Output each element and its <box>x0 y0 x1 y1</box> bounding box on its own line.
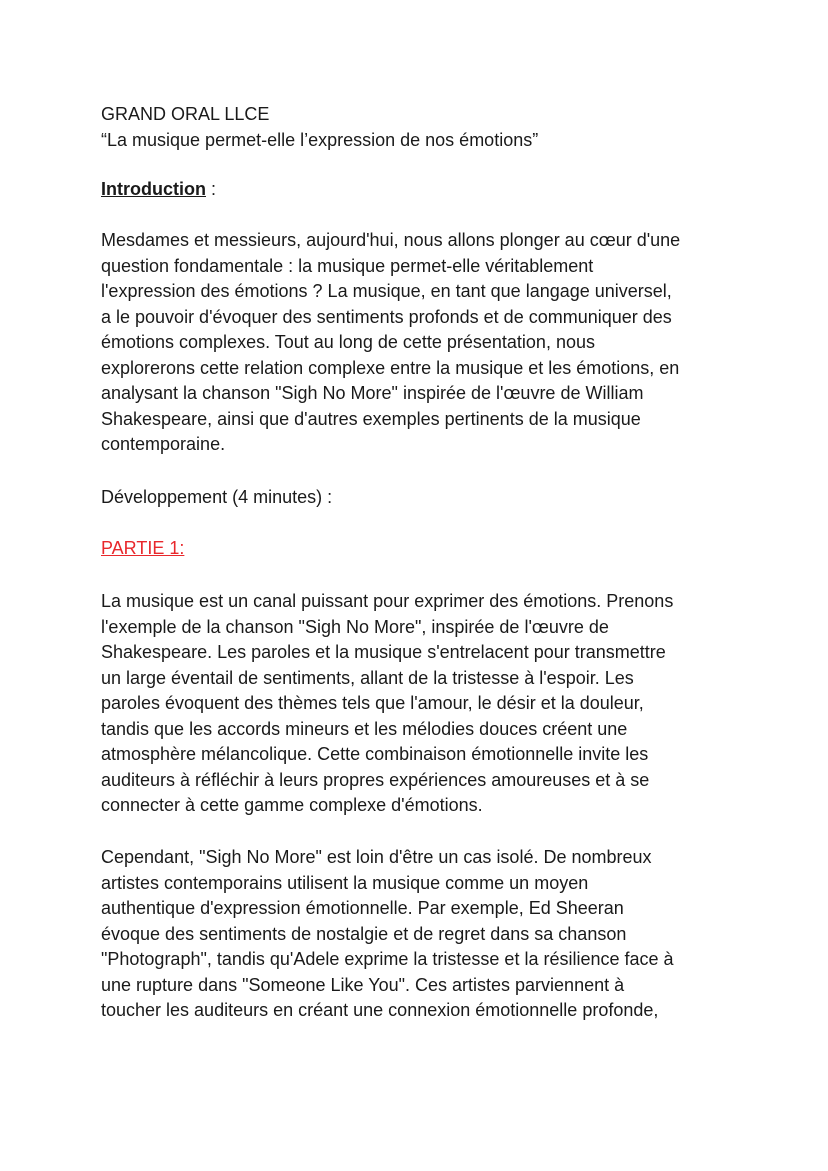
text-line: un large éventail de sentiments, allant de la tristesse à l'espoir. Les <box>101 667 634 688</box>
document-subtitle: “La musique permet-elle l’expression de nos émotions” <box>101 129 539 150</box>
text-line: auditeurs à réfléchir à leurs propres expériences amoureuses et à se <box>101 769 650 790</box>
development-heading: Développement (4 minutes) : <box>101 487 333 507</box>
text-line: Mesdames et messieurs, aujourd'hui, nous allons plonger au cœur d'une <box>101 230 681 250</box>
document-header <box>101 102 538 153</box>
text-line: l'expression des émotions ? La musique, en tant que langage universel, <box>101 281 672 301</box>
text-line: atmosphère mélancolique. Cette combinaison émotionnelle invite les <box>101 744 649 764</box>
text-line: émotions complexes. Tout au long de cette présentation, nous <box>101 332 595 352</box>
part1-heading: PARTIE 1: <box>101 538 185 558</box>
text-line: Shakespeare. Les paroles et la musique s'entrelacent pour transmettre <box>101 642 666 662</box>
introduction-heading-line <box>101 177 216 203</box>
introduction-heading: Introduction <box>101 179 206 199</box>
introduction-paragraph <box>101 228 680 458</box>
text-line: tandis que les accords mineurs et les mélodies douces créent une <box>101 718 628 739</box>
text-line: analysant la chanson "Sigh No More" inspirée de l'œuvre de William <box>101 383 644 403</box>
text-line: question fondamentale : la musique permet-elle véritablement <box>101 255 594 276</box>
text-line: évoque des sentiments de nostalgie et de regret dans sa chanson <box>101 923 627 944</box>
introduction-heading-colon: : <box>205 179 216 199</box>
document-title: GRAND ORAL LLCE <box>101 104 270 124</box>
text-line: La musique est un canal puissant pour exprimer des émotions. Prenons <box>101 591 674 611</box>
text-line: une rupture dans "Someone Like You". Ces artistes parviennent à <box>101 974 625 995</box>
text-line: paroles évoquent des thèmes tels que l'amour, le désir et la douleur, <box>101 693 644 713</box>
text-line: "Photograph", tandis qu'Adele exprime la tristesse et la résilience face à <box>101 949 674 969</box>
text-line: contemporaine. <box>101 434 226 454</box>
text-line: authentique d'expression émotionnelle. Par exemple, Ed Sheeran <box>101 898 624 918</box>
text-line: a le pouvoir d'évoquer des sentiments profonds et de communiquer des <box>101 306 672 327</box>
text-line: Shakespeare, ainsi que d'autres exemples pertinents de la musique <box>101 408 641 429</box>
part1-paragraph-1 <box>101 589 673 819</box>
text-line: Cependant, "Sigh No More" est loin d'être un cas isolé. De nombreux <box>101 847 652 867</box>
text-line: connecter à cette gamme complexe d'émotions. <box>101 795 483 815</box>
part1-paragraph-2 <box>101 845 674 1024</box>
text-line: l'exemple de la chanson "Sigh No More", inspirée de l'œuvre de <box>101 616 609 637</box>
text-line: artistes contemporains utilisent la musique comme un moyen <box>101 872 589 893</box>
text-line: toucher les auditeurs en créant une connexion émotionnelle profonde, <box>101 1000 659 1020</box>
text-line: explorerons cette relation complexe entre la musique et les émotions, en <box>101 357 680 378</box>
